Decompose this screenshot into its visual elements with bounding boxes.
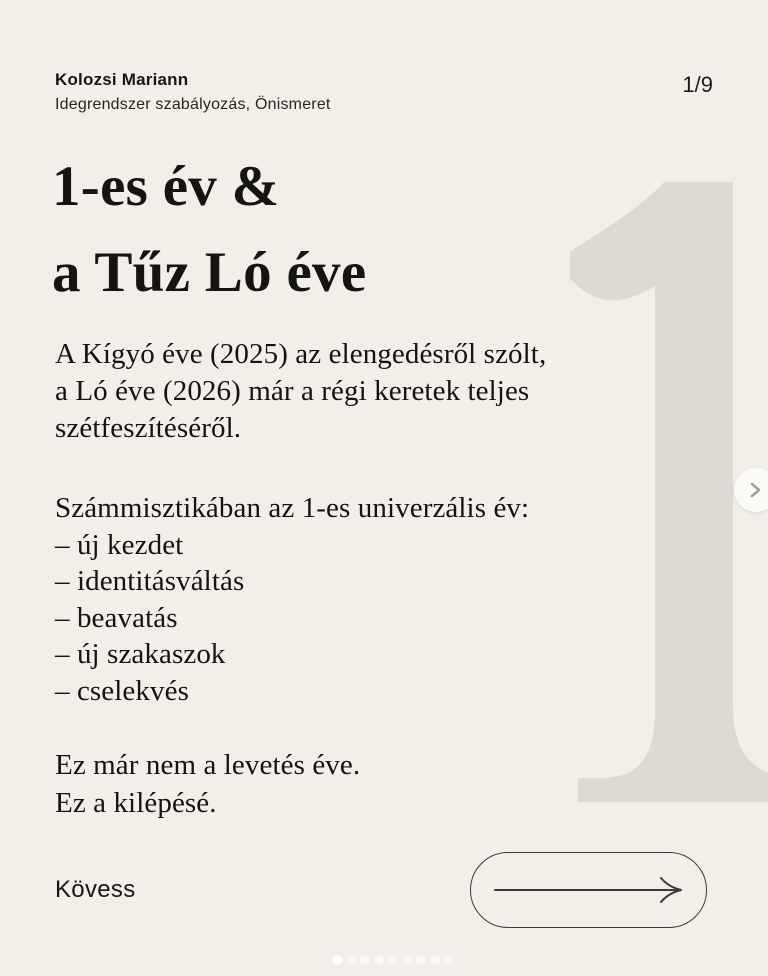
carousel-dot	[360, 955, 370, 965]
carousel-next-button[interactable]	[734, 468, 768, 512]
page-title	[52, 144, 366, 316]
paragraph-line: A Kígyó éve (2025) az elengedésről szólt,	[55, 338, 547, 370]
carousel-dot	[416, 955, 426, 965]
title-line-2: a Tűz Ló éve	[52, 241, 367, 304]
closing-line: Ez már nem a levetés éve.	[55, 749, 361, 781]
intro-paragraph	[55, 336, 546, 447]
carousel-dot	[444, 955, 454, 965]
closing-statement	[55, 746, 360, 822]
carousel-dot	[430, 955, 440, 965]
chevron-right-icon	[749, 482, 763, 498]
list-item: – új szakaszok	[55, 638, 226, 670]
next-slide-pill-button[interactable]	[470, 852, 707, 928]
carousel-dot	[402, 955, 412, 965]
title-line-1: 1-es év &	[52, 155, 280, 218]
list-intro: Számmisztikában az 1-es univerzális év:	[55, 492, 530, 524]
carousel-dot	[332, 955, 342, 965]
carousel-dot	[388, 955, 398, 965]
author-subtitle: Idegrendszer szabályozás, Önismeret	[55, 96, 331, 113]
numerology-list	[55, 490, 529, 709]
paragraph-line: szétfeszítéséről.	[55, 412, 242, 444]
header	[55, 70, 713, 114]
list-item: – beavatás	[55, 601, 178, 634]
paragraph-line: a Ló éve (2026) már a régi keretek teljes	[55, 375, 530, 407]
background-numeral-1	[558, 180, 768, 830]
author-block	[55, 70, 331, 114]
list-item: – új kezdet	[55, 528, 184, 561]
follow-label: Kövess	[55, 876, 136, 903]
carousel-dot	[346, 955, 356, 965]
closing-line: Ez a kilépésé.	[55, 787, 217, 819]
long-arrow-right-icon	[492, 875, 686, 905]
list-item: – identitásváltás	[55, 565, 245, 597]
list-item: – cselekvés	[55, 674, 189, 707]
carousel-dots	[332, 955, 454, 965]
page-indicator: 1/9	[682, 72, 713, 97]
carousel-dot	[374, 955, 384, 965]
author-name: Kolozsi Mariann	[55, 70, 189, 89]
